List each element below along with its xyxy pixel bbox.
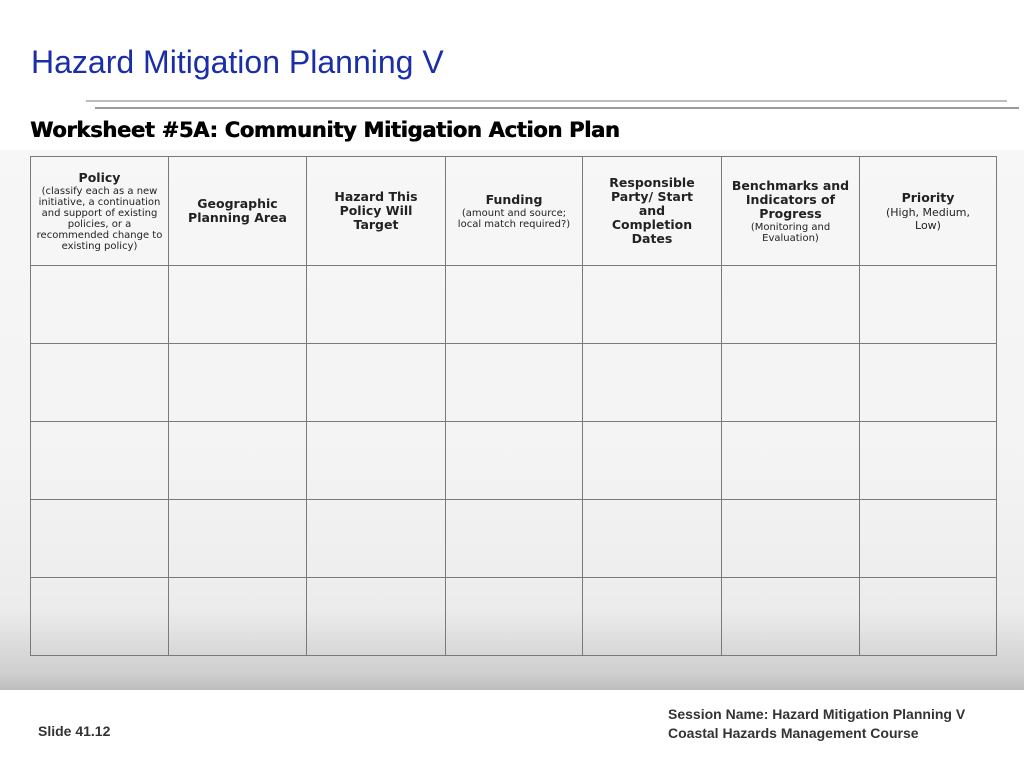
footer-session-info [668,705,965,743]
action-plan-table [30,156,997,656]
table-cell[interactable] [31,422,169,500]
table-cell[interactable] [583,578,722,656]
table-cell[interactable] [446,578,583,656]
table-row [31,578,997,656]
table-cell[interactable] [583,422,722,500]
column-header-policy [31,157,169,266]
slide-title: Hazard Mitigation Planning V [31,44,444,80]
column-header-benchmarks [722,157,860,266]
column-heading: Geographic Planning Area [188,196,287,225]
table-row [31,344,997,422]
table-cell[interactable] [307,500,446,578]
table-cell[interactable] [169,500,307,578]
table-row [31,266,997,344]
column-subheading: (High, Medium, Low) [885,205,971,232]
table-cell[interactable] [446,266,583,344]
column-heading: Policy [78,169,121,185]
table-cell[interactable] [722,422,860,500]
table-cell[interactable] [722,578,860,656]
worksheet-title: Worksheet #5A: Community Mitigation Action Plan [30,118,620,142]
table-cell[interactable] [583,500,722,578]
title-divider-top [86,100,1007,102]
column-subheading: (Monitoring and Evaluation) [750,221,831,244]
course-name: Coastal Hazards Management Course [668,725,919,741]
table-cell[interactable] [860,500,997,578]
column-header-geographic-planning-area [169,157,307,266]
table-cell[interactable] [169,266,307,344]
table-cell[interactable] [169,344,307,422]
table-cell[interactable] [860,344,997,422]
table-row [31,422,997,500]
table-cell[interactable] [31,344,169,422]
table-cell[interactable] [722,266,860,344]
column-header-hazard-target [307,157,446,266]
table-cell[interactable] [860,578,997,656]
column-header-responsible-party [583,157,722,266]
column-heading: Hazard This Policy Will Target [334,189,418,232]
table-row [31,500,997,578]
table-cell[interactable] [307,344,446,422]
session-name: Session Name: Hazard Mitigation Planning V [668,706,966,722]
table-cell[interactable] [722,344,860,422]
table-cell[interactable] [307,422,446,500]
table-cell[interactable] [446,422,583,500]
column-subheading: (classify each as a new initiative, a continuation and support of existing policies, or a recommended change to existing policy) [36,185,163,252]
table-cell[interactable] [722,500,860,578]
column-heading: Responsible Party/ Start and Completion Dates [609,175,695,246]
table-cell[interactable] [446,500,583,578]
column-heading: Benchmarks and Indicators of Progress [731,177,850,221]
table-cell[interactable] [446,344,583,422]
table-cell[interactable] [860,422,997,500]
column-header-priority [860,157,997,266]
table-cell[interactable] [31,266,169,344]
table-cell[interactable] [583,344,722,422]
table-cell[interactable] [31,578,169,656]
column-heading: Funding [485,191,543,207]
table-cell[interactable] [307,578,446,656]
column-header-funding [446,157,583,266]
table-cell[interactable] [860,266,997,344]
column-subheading: (amount and source; local match required?) [457,207,571,230]
table-header-row [31,157,997,266]
table-cell[interactable] [169,422,307,500]
column-heading: Priority [901,189,955,205]
table-cell[interactable] [307,266,446,344]
slide-number: Slide 41.12 [38,723,111,739]
table-cell[interactable] [169,578,307,656]
table-cell[interactable] [31,500,169,578]
table-cell[interactable] [583,266,722,344]
title-divider-bottom [95,107,1019,109]
